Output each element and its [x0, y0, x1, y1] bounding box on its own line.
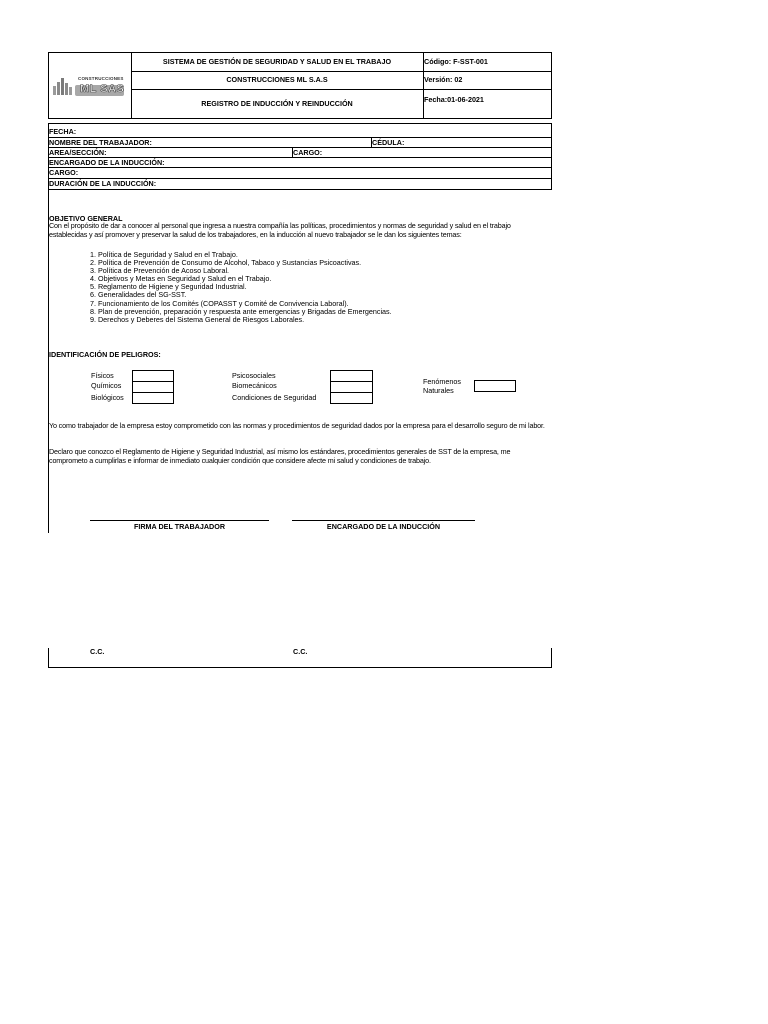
manager-cargo-field[interactable]: CARGO: — [49, 168, 79, 177]
hazard-label-fisicos: Físicos — [91, 371, 114, 380]
hazard-label-biomecanicos: Biomecánicos — [232, 381, 277, 390]
worker-name-field[interactable]: NOMBRE DEL TRABAJADOR: — [49, 138, 152, 147]
document-date: Fecha:01-06-2021 — [424, 95, 484, 104]
footer-bottom-border — [48, 667, 552, 668]
objective-text: Con el propósito de dar a conocer al personal que ingresa a nuestra compañía las políticas, procedimientos y normas de seguridad y salud en el trabajo establecidas y así promover y preservar la salud de los trabajadores, en la inducción al nuevo trabajador se le dan los siguientes temas: — [49, 221, 511, 239]
hazard-label-naturales: Naturales — [423, 386, 454, 395]
footer-left-border — [48, 648, 49, 668]
commitment-text: Yo como trabajador de la empresa estoy comprometido con las normas y procedimientos de seguridad dados por la empresa para el desarrollo seguro de mi labor. — [49, 421, 545, 430]
objective-title: OBJETIVO GENERAL — [49, 214, 123, 223]
induction-signature-line[interactable] — [292, 520, 475, 521]
hazard-checkbox-fenomenos[interactable] — [474, 380, 516, 392]
company-logo — [52, 75, 126, 97]
document-version: Versión: 02 — [424, 75, 463, 84]
area-field[interactable]: AREA/SECCIÓN: — [49, 148, 107, 157]
company-name: CONSTRUCCIONES ML S.A.S — [226, 75, 328, 84]
logo-main-text: ML SAS — [80, 83, 125, 95]
form-title: REGISTRO DE INDUCCIÓN Y REINDUCCIÓN — [201, 99, 353, 108]
logo-top-text: CONSTRUCCIONES — [78, 76, 124, 81]
footer-right-border — [551, 648, 552, 668]
list-item: 5. Reglamento de Higiene y Seguridad Industrial. — [90, 282, 247, 291]
declaration-text: Declaro que conozco el Reglamento de Higiene y Seguridad Industrial, así mismo los estándares, procedimientos generales de SST de la empresa, me comprometo a cumplirlas e informar de inmediato cualquier condición que considere afecte mi salud y condiciones de trabajo. — [49, 447, 511, 465]
hazard-label-condiciones: Condiciones de Seguridad — [232, 393, 317, 402]
list-item: 1. Política de Seguridad y Salud en el Trabajo. — [90, 250, 238, 259]
list-item: 2. Política de Prevención de Consumo de Alcohol, Tabaco y Sustancias Psicoactivas. — [90, 258, 362, 267]
induction-signature-label: ENCARGADO DE LA INDUCCIÓN — [326, 522, 441, 531]
hazard-label-biologicos: Biológicos — [91, 393, 124, 402]
document-code: Código: F-SST-001 — [424, 57, 488, 66]
hazards-title: IDENTIFICACIÓN DE PELIGROS: — [49, 350, 161, 359]
list-item: 4. Objetivos y Metas en Seguridad y Salud en el Trabajo. — [90, 274, 272, 283]
hazard-checkbox-biologicos[interactable] — [132, 392, 174, 404]
worker-signature-label: FIRMA DEL TRABAJADOR — [133, 522, 226, 531]
induction-duration-field[interactable]: DURACIÓN DE LA INDUCCIÓN: — [49, 179, 157, 188]
induction-manager-field[interactable]: ENCARGADO DE LA INDUCCIÓN: — [49, 158, 165, 167]
list-item: 8. Plan de prevención, preparación y respuesta ante emergencias y Brigadas de Emergencias. — [90, 307, 392, 316]
fecha-field[interactable]: FECHA: — [49, 127, 77, 136]
cargo-field[interactable]: CARGO: — [293, 148, 323, 157]
list-item: 7. Funcionamiento de los Comités (COPASST y Comité de Convivencia Laboral). — [90, 299, 349, 308]
cedula-field[interactable]: CÉDULA: — [372, 138, 405, 147]
system-title: SISTEMA DE GESTIÓN DE SEGURIDAD Y SALUD EN EL TRABAJO — [162, 57, 392, 66]
list-item: 6. Generalidades del SG-SST. — [90, 290, 187, 299]
hazard-label-psicosociales: Psicosociales — [232, 371, 276, 380]
list-item: 3. Política de Prevención de Acoso Laboral. — [90, 266, 230, 275]
worker-signature-line[interactable] — [90, 520, 269, 521]
hazard-label-quimicos: Químicos — [91, 381, 122, 390]
manager-cc-label: C.C. — [293, 647, 308, 656]
list-item: 9. Derechos y Deberes del Sistema General de Riesgos Laborales. — [90, 315, 305, 324]
worker-cc-label: C.C. — [90, 647, 105, 656]
hazard-label-fenomenos: Fenómenos — [423, 377, 461, 386]
hazard-checkbox-condiciones[interactable] — [330, 392, 373, 404]
